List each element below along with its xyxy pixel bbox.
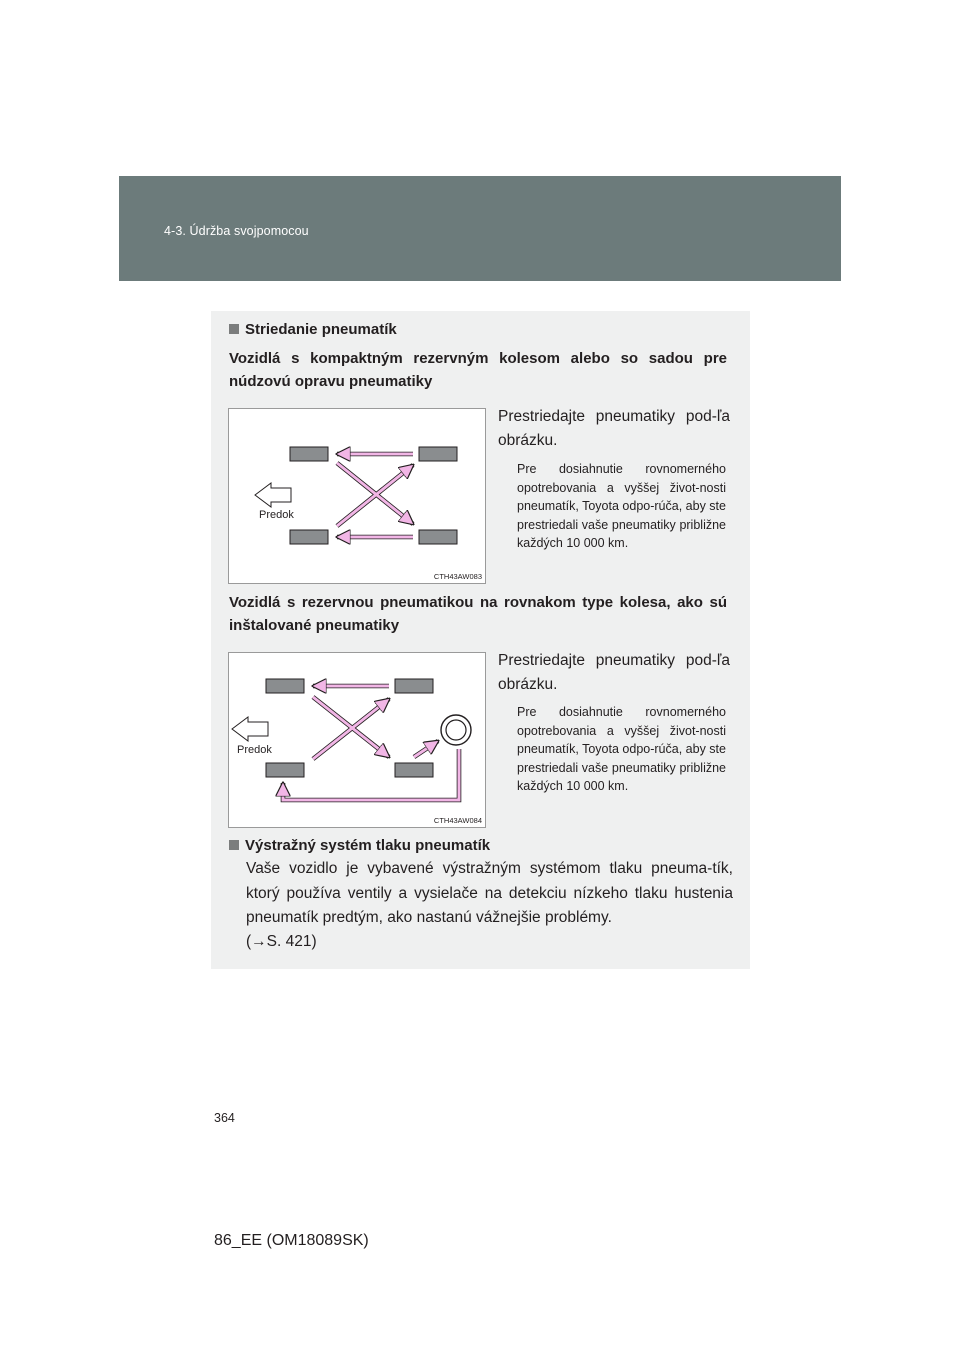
tpms-paragraph: Vaše vozidlo je vybavené výstražným systémom tlaku pneuma-tík, ktorý používa ventily a vysielače na detekciu nízkeho tlaku hustenia pneumatík predtým, ako nastanú vážnejšie problémy. [246, 860, 733, 926]
arrow-rear-right-to-spare [414, 741, 438, 757]
rotation-diagram-compact-spare [228, 408, 486, 584]
tire-rear-right [419, 530, 457, 544]
instruction-text: Prestriedajte pneumatiky pod-ľa obrázku. [498, 652, 730, 693]
front-label: Predok [259, 509, 294, 521]
page-reference-link[interactable]: (→S. 421) [246, 933, 317, 950]
tire-front-left [266, 679, 304, 693]
note-text: Pre dosiahnutie rovnomerného opotrebovania a vyššej život-nosti pneumatík, Toyota odpo-rúča, aby ste prestriedali vaše pneumatiky približne každých 10 000 km. [517, 705, 726, 793]
document-code: 86_EE (OM18089SK) [214, 1232, 369, 1249]
rotation-diagram-svg [229, 409, 485, 583]
page-number: 364 [214, 1111, 235, 1125]
tire-rear-left [395, 679, 433, 693]
front-direction-arrow-icon [255, 483, 291, 507]
square-bullet-icon [229, 840, 239, 850]
section-heading-tire-rotation [229, 321, 397, 338]
spare-tire-inner [446, 720, 466, 740]
tire-front-left [290, 447, 328, 461]
header-band [119, 176, 841, 281]
tire-front-right [290, 530, 328, 544]
front-label: Predok [237, 744, 272, 756]
breadcrumb: 4-3. Údržba svojpomocou [164, 224, 309, 238]
tire-front-right [266, 763, 304, 777]
section-title: Výstražný systém tlaku pneumatík [245, 837, 491, 854]
subsection-heading-full-spare: Vozidlá s rezervnou pneumatikou na rovnakom type kolesa, ako sú inštalované pneumatiky [229, 594, 727, 634]
tire-rear-right [395, 763, 433, 777]
square-bullet-icon [229, 324, 239, 334]
section-heading-tpms [229, 837, 490, 854]
section-title: Striedanie pneumatík [245, 321, 397, 338]
rotation-diagram-svg [229, 653, 485, 827]
rotation-diagram-full-spare [228, 652, 486, 828]
instruction-text: Prestriedajte pneumatiky pod-ľa obrázku. [498, 408, 730, 449]
figure-id: CTH43AW083 [433, 572, 482, 581]
tire-rear-left [419, 447, 457, 461]
figure-id: CTH43AW084 [433, 816, 482, 825]
note-text: Pre dosiahnutie rovnomerného opotrebovania a vyššej život-nosti pneumatík, Toyota odpo-rúča, aby ste prestriedali vaše pneumatiky približne každých 10 000 km. [517, 462, 726, 550]
subsection-heading-compact-spare: Vozidlá s kompaktným rezervným kolesom alebo so sadou pre núdzovú opravu pneumatiky [229, 350, 727, 390]
content-box [211, 311, 750, 969]
front-direction-arrow-icon [232, 717, 268, 741]
